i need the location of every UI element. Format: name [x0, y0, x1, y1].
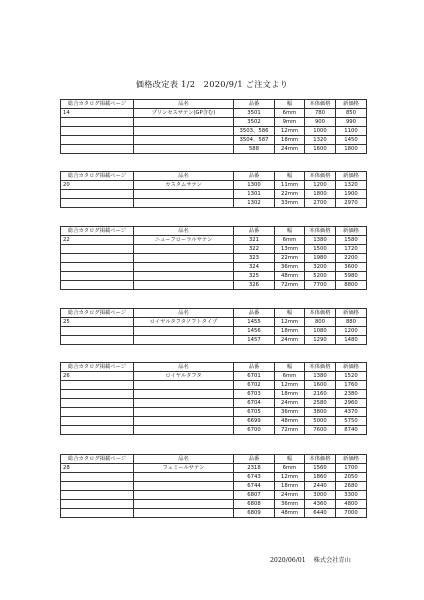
price-table: [60, 171, 367, 208]
table-header-row: [61, 309, 367, 318]
width-cell: 22mm: [275, 190, 305, 199]
product-name-cell: [134, 245, 234, 254]
table-header-row: [61, 172, 367, 181]
width-cell: 72mm: [275, 426, 305, 435]
header-code: 品番: [234, 227, 275, 236]
new-price-cell: 2050: [336, 473, 367, 482]
new-price-cell: 990: [336, 118, 367, 127]
table-row: [61, 254, 367, 263]
table-row: [61, 426, 367, 435]
old-price-cell: 900: [305, 118, 336, 127]
header-width: 幅: [275, 363, 305, 372]
catalog-page-cell: [61, 190, 134, 199]
catalog-page-cell: [61, 408, 134, 417]
table-row: [61, 181, 367, 190]
header-new-price: 新価格: [336, 172, 367, 181]
catalog-page-cell: 14: [61, 109, 134, 118]
new-price-cell: 5750: [336, 417, 367, 426]
old-price-cell: 3800: [305, 408, 336, 417]
old-price-cell: 1080: [305, 327, 336, 336]
catalog-page-cell: [61, 491, 134, 500]
old-price-cell: 7700: [305, 281, 336, 290]
table-row: [61, 281, 367, 290]
table-row: [61, 509, 367, 518]
width-cell: 9mm: [275, 118, 305, 127]
new-price-cell: 4370: [336, 408, 367, 417]
product-name-cell: [134, 136, 234, 145]
new-price-cell: 1720: [336, 245, 367, 254]
product-code-cell: 1455: [234, 318, 275, 327]
old-price-cell: 1000: [305, 127, 336, 136]
product-code-cell: 6704: [234, 399, 275, 408]
catalog-page-cell: [61, 336, 134, 345]
new-price-cell: 1900: [336, 190, 367, 199]
table-row: [61, 145, 367, 154]
table-row: [61, 336, 367, 345]
product-name-cell: ニューフローラルサテン: [134, 236, 234, 245]
header-old-price: 本体価格: [305, 363, 336, 372]
table-row: [61, 127, 367, 136]
width-cell: 24mm: [275, 399, 305, 408]
new-price-cell: 1580: [336, 236, 367, 245]
catalog-page-cell: [61, 500, 134, 509]
catalog-page-cell: [61, 509, 134, 518]
product-code-cell: 6744: [234, 482, 275, 491]
header-name: 品名: [134, 227, 234, 236]
header-new-price: 新価格: [336, 363, 367, 372]
new-price-cell: 8740: [336, 426, 367, 435]
header-name: 品名: [134, 455, 234, 464]
product-code-cell: 6703: [234, 390, 275, 399]
header-old-price: 本体価格: [305, 455, 336, 464]
new-price-cell: 2200: [336, 254, 367, 263]
catalog-page-cell: [61, 426, 134, 435]
new-price-cell: 8800: [336, 281, 367, 290]
new-price-cell: 2380: [336, 390, 367, 399]
table-row: [61, 464, 367, 473]
product-name-cell: [134, 491, 234, 500]
old-price-cell: 3000: [305, 491, 336, 500]
header-width: 幅: [275, 455, 305, 464]
width-cell: 48mm: [275, 509, 305, 518]
product-code-cell: 1302: [234, 199, 275, 208]
old-price-cell: 1860: [305, 473, 336, 482]
price-table: [60, 454, 367, 518]
catalog-page-cell: [61, 263, 134, 272]
header-old-price: 本体価格: [305, 309, 336, 318]
header-new-price: 新価格: [336, 455, 367, 464]
product-code-cell: 6809: [234, 509, 275, 518]
width-cell: 22mm: [275, 254, 305, 263]
table-row: [61, 263, 367, 272]
product-name-cell: [134, 281, 234, 290]
width-cell: 6mm: [275, 372, 305, 381]
product-name-cell: [134, 127, 234, 136]
catalog-page-cell: [61, 381, 134, 390]
header-new-price: 新価格: [336, 100, 367, 109]
table-row: [61, 482, 367, 491]
header-name: 品名: [134, 309, 234, 318]
old-price-cell: 780: [305, 109, 336, 118]
table-row: [61, 136, 367, 145]
old-price-cell: 2700: [305, 199, 336, 208]
product-code-cell: 325: [234, 272, 275, 281]
width-cell: 24mm: [275, 491, 305, 500]
product-name-cell: ロイヤルタフタ: [134, 372, 234, 381]
table-row: [61, 118, 367, 127]
price-table: [60, 308, 367, 345]
product-name-cell: [134, 118, 234, 127]
document-title: 価格改定表 1/2 2020/9/1 ご注文より: [135, 79, 289, 89]
new-price-cell: 880: [336, 318, 367, 327]
table-row: [61, 408, 367, 417]
width-cell: 33mm: [275, 199, 305, 208]
table-header-row: [61, 100, 367, 109]
old-price-cell: 2440: [305, 482, 336, 491]
product-name-cell: [134, 390, 234, 399]
table-row: [61, 236, 367, 245]
product-code-cell: 322: [234, 245, 275, 254]
product-code-cell: 1457: [234, 336, 275, 345]
width-cell: 12mm: [275, 127, 305, 136]
old-price-cell: 1380: [305, 372, 336, 381]
new-price-cell: 7000: [336, 509, 367, 518]
product-code-cell: 2318: [234, 464, 275, 473]
new-price-cell: 1520: [336, 372, 367, 381]
table-row: [61, 318, 367, 327]
old-price-cell: 6440: [305, 509, 336, 518]
product-code-cell: 3502: [234, 118, 275, 127]
old-price-cell: 4360: [305, 500, 336, 509]
table-row: [61, 372, 367, 381]
old-price-cell: 5000: [305, 417, 336, 426]
new-price-cell: 2970: [336, 199, 367, 208]
product-code-cell: 3503、586: [234, 127, 275, 136]
product-code-cell: 6705: [234, 408, 275, 417]
table-row: [61, 417, 367, 426]
width-cell: 18mm: [275, 482, 305, 491]
width-cell: 13mm: [275, 245, 305, 254]
old-price-cell: 5200: [305, 272, 336, 281]
product-code-cell: 323: [234, 254, 275, 263]
footer: [270, 555, 351, 564]
new-price-cell: 1100: [336, 127, 367, 136]
product-code-cell: 6808: [234, 500, 275, 509]
product-name-cell: カスタムサテン: [134, 181, 234, 190]
product-code-cell: 6702: [234, 381, 275, 390]
product-code-cell: 6699: [234, 417, 275, 426]
header-page: 総合カタログ掲載ページ: [61, 455, 134, 464]
catalog-page-cell: [61, 399, 134, 408]
product-name-cell: [134, 426, 234, 435]
catalog-page-cell: [61, 254, 134, 263]
header-code: 品番: [234, 172, 275, 181]
width-cell: 12mm: [275, 318, 305, 327]
product-code-cell: 1300: [234, 181, 275, 190]
catalog-page-cell: [61, 327, 134, 336]
catalog-page-cell: [61, 127, 134, 136]
width-cell: 24mm: [275, 336, 305, 345]
width-cell: 24mm: [275, 145, 305, 154]
old-price-cell: 3200: [305, 263, 336, 272]
catalog-page-cell: [61, 281, 134, 290]
new-price-cell: 4800: [336, 500, 367, 509]
table-row: [61, 491, 367, 500]
old-price-cell: 2580: [305, 399, 336, 408]
width-cell: 6mm: [275, 236, 305, 245]
footer-date: 2020/06/01: [270, 557, 306, 564]
header-width: 幅: [275, 172, 305, 181]
table-header-row: [61, 455, 367, 464]
catalog-page-cell: [61, 245, 134, 254]
product-name-cell: [134, 145, 234, 154]
product-code-cell: 6701: [234, 372, 275, 381]
table-row: [61, 245, 367, 254]
price-table: [60, 99, 367, 154]
old-price-cell: 2160: [305, 390, 336, 399]
product-code-cell: 1301: [234, 190, 275, 199]
table-row: [61, 390, 367, 399]
old-price-cell: 1560: [305, 464, 336, 473]
header-page: 総合カタログ掲載ページ: [61, 227, 134, 236]
product-name-cell: [134, 263, 234, 272]
width-cell: 48mm: [275, 417, 305, 426]
header-page: 総合カタログ掲載ページ: [61, 100, 134, 109]
product-name-cell: [134, 254, 234, 263]
width-cell: 18mm: [275, 327, 305, 336]
header-width: 幅: [275, 100, 305, 109]
product-name-cell: [134, 417, 234, 426]
new-price-cell: 1700: [336, 464, 367, 473]
new-price-cell: 3600: [336, 263, 367, 272]
price-table: [60, 226, 367, 290]
header-name: 品名: [134, 363, 234, 372]
old-price-cell: 1200: [305, 181, 336, 190]
header-old-price: 本体価格: [305, 227, 336, 236]
table-row: [61, 473, 367, 482]
old-price-cell: 7600: [305, 426, 336, 435]
table-header-row: [61, 227, 367, 236]
table-row: [61, 199, 367, 208]
old-price-cell: 1290: [305, 336, 336, 345]
width-cell: 12mm: [275, 473, 305, 482]
catalog-page-cell: [61, 417, 134, 426]
new-price-cell: 1760: [336, 381, 367, 390]
catalog-page-cell: [61, 118, 134, 127]
table-row: [61, 381, 367, 390]
product-name-cell: [134, 500, 234, 509]
new-price-cell: 1200: [336, 327, 367, 336]
product-code-cell: 588: [234, 145, 275, 154]
width-cell: 48mm: [275, 272, 305, 281]
price-table: [60, 362, 367, 435]
new-price-cell: 5980: [336, 272, 367, 281]
new-price-cell: 2680: [336, 482, 367, 491]
header-page: 総合カタログ掲載ページ: [61, 363, 134, 372]
header-code: 品番: [234, 309, 275, 318]
header-page: 総合カタログ掲載ページ: [61, 309, 134, 318]
product-code-cell: 321: [234, 236, 275, 245]
header-page: 総合カタログ掲載ページ: [61, 172, 134, 181]
footer-company: 株式会社青山: [313, 557, 351, 564]
catalog-page-cell: [61, 199, 134, 208]
old-price-cell: 800: [305, 318, 336, 327]
new-price-cell: 1800: [336, 145, 367, 154]
old-price-cell: 1600: [305, 145, 336, 154]
table-row: [61, 500, 367, 509]
old-price-cell: 1500: [305, 245, 336, 254]
catalog-page-cell: [61, 390, 134, 399]
catalog-page-cell: [61, 473, 134, 482]
width-cell: 36mm: [275, 263, 305, 272]
catalog-page-cell: 28: [61, 464, 134, 473]
header-width: 幅: [275, 309, 305, 318]
catalog-page-cell: [61, 482, 134, 491]
catalog-page-cell: 25: [61, 318, 134, 327]
new-price-cell: 1480: [336, 336, 367, 345]
product-code-cell: 3504、587: [234, 136, 275, 145]
product-name-cell: [134, 272, 234, 281]
catalog-page-cell: [61, 272, 134, 281]
table-row: [61, 190, 367, 199]
table-row: [61, 272, 367, 281]
product-name-cell: [134, 381, 234, 390]
table-row: [61, 109, 367, 118]
product-name-cell: プリンセスサテン(GP含む): [134, 109, 234, 118]
catalog-page-cell: 22: [61, 236, 134, 245]
width-cell: 12mm: [275, 381, 305, 390]
width-cell: 18mm: [275, 390, 305, 399]
product-name-cell: [134, 473, 234, 482]
catalog-page-cell: [61, 136, 134, 145]
product-name-cell: フェミールサテン: [134, 464, 234, 473]
width-cell: 36mm: [275, 500, 305, 509]
table-row: [61, 327, 367, 336]
new-price-cell: 1450: [336, 136, 367, 145]
product-name-cell: [134, 199, 234, 208]
product-code-cell: 324: [234, 263, 275, 272]
old-price-cell: 1980: [305, 254, 336, 263]
catalog-page-cell: [61, 145, 134, 154]
new-price-cell: 2960: [336, 399, 367, 408]
old-price-cell: 1600: [305, 381, 336, 390]
table-row: [61, 399, 367, 408]
table-header-row: [61, 363, 367, 372]
product-code-cell: 6807: [234, 491, 275, 500]
width-cell: 6mm: [275, 109, 305, 118]
header-name: 品名: [134, 172, 234, 181]
product-code-cell: 1456: [234, 327, 275, 336]
product-code-cell: 6700: [234, 426, 275, 435]
header-old-price: 本体価格: [305, 100, 336, 109]
header-old-price: 本体価格: [305, 172, 336, 181]
product-name-cell: [134, 336, 234, 345]
new-price-cell: 3300: [336, 491, 367, 500]
product-name-cell: [134, 327, 234, 336]
width-cell: 6mm: [275, 464, 305, 473]
width-cell: 36mm: [275, 408, 305, 417]
header-name: 品名: [134, 100, 234, 109]
old-price-cell: 1380: [305, 236, 336, 245]
product-name-cell: [134, 190, 234, 199]
header-code: 品番: [234, 363, 275, 372]
header-new-price: 新価格: [336, 309, 367, 318]
product-name-cell: [134, 509, 234, 518]
new-price-cell: 1320: [336, 181, 367, 190]
product-code-cell: 6743: [234, 473, 275, 482]
product-name-cell: ロイヤルタフタソフトタイプ: [134, 318, 234, 327]
old-price-cell: 1320: [305, 136, 336, 145]
width-cell: 18mm: [275, 136, 305, 145]
catalog-page-cell: 20: [61, 181, 134, 190]
product-name-cell: [134, 399, 234, 408]
product-name-cell: [134, 408, 234, 417]
product-name-cell: [134, 482, 234, 491]
catalog-page-cell: 26: [61, 372, 134, 381]
header-code: 品番: [234, 455, 275, 464]
new-price-cell: 850: [336, 109, 367, 118]
header-code: 品番: [234, 100, 275, 109]
old-price-cell: 1800: [305, 190, 336, 199]
width-cell: 72mm: [275, 281, 305, 290]
header-new-price: 新価格: [336, 227, 367, 236]
product-code-cell: 326: [234, 281, 275, 290]
product-code-cell: 3501: [234, 109, 275, 118]
header-width: 幅: [275, 227, 305, 236]
width-cell: 11mm: [275, 181, 305, 190]
